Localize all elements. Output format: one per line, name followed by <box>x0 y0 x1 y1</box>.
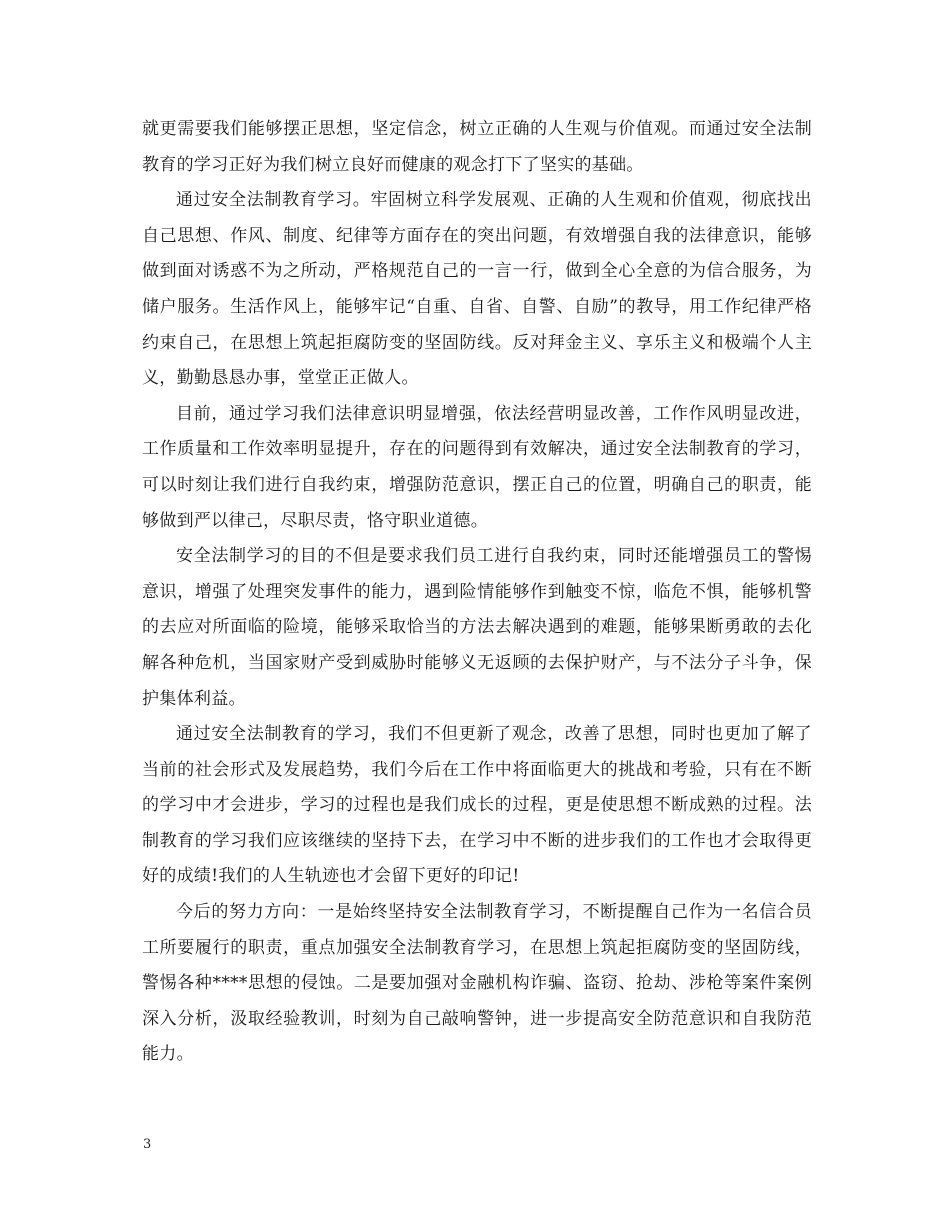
paragraph-5: 通过安全法制教育的学习，我们不但更新了观念，改善了思想，同时也更加了解了当前的社会形式及发展趋势，我们今后在工作中将面临更大的挑战和考验，只有在不断的学习中才会进步，学习的过程也是我们成长的过程，更是使思想不断成熟的过程。法制教育的学习我们应该继续的坚持下去，在学习中不断的进步我们的工作也才会取得更好的成绩!我们的人生轨迹也才会留下更好的印记! <box>142 724 812 887</box>
document-body <box>142 112 812 1073</box>
paragraph-2: 通过安全法制教育学习。牢固树立科学发展观、正确的人生观和价值观，彻底找出自己思想、作风、制度、纪律等方面存在的突出问题，有效增强自我的法律意识，能够做到面对诱惑不为之所动，严格规范自己的一言一行，做到全心全意的为信合服务，为储户服务。生活作风上，能够牢记“自重、自省、自警、自励”的教导，用工作纪律严格约束自己，在思想上筑起拒腐防变的坚固防线。反对拜金主义、享乐主义和极端个人主义，勤勤恳恳办事，堂堂正正做人。 <box>142 190 812 389</box>
paragraph-1: 就更需要我们能够摆正思想，坚定信念，树立正确的人生观与价值观。而通过安全法制教育的学习正好为我们树立良好而健康的观念打下了坚实的基础。 <box>142 119 812 175</box>
page-number: 3 <box>143 1137 152 1152</box>
paragraph-3: 目前，通过学习我们法律意识明显增强，依法经营明显改善，工作作风明显改进，工作质量和工作效率明显提升，存在的问题得到有效解决，通过安全法制教育的学习，可以时刻让我们进行自我约束，增强防范意识，摆正自己的位置，明确自己的职责，能够做到严以律己，尽职尽责，恪守职业道德。 <box>142 403 812 531</box>
paragraph-6: 今后的努力方向：一是始终坚持安全法制教育学习，不断提醒自己作为一名信合员工所要履行的职责，重点加强安全法制教育学习，在思想上筑起拒腐防变的坚固防线，警惕各种****思想的侵蚀。二是要加强对金融机构诈骗、盗窃、抢劫、涉枪等案件案例深入分析，汲取经验教训，时刻为自己敲响警钟，进一步提高安全防范意识和自我防范能力。 <box>142 902 812 1065</box>
paragraph-4: 安全法制学习的目的不但是要求我们员工进行自我约束，同时还能增强员工的警惕意识，增强了处理突发事件的能力，遇到险情能够作到触变不惊，临危不惧，能够机警的去应对所面临的险境，能够采取恰当的方法去解决遇到的难题，能够果断勇敢的去化解各种危机，当国家财产受到威胁时能够义无返顾的去保护财产，与不法分子斗争，保护集体利益。 <box>142 546 812 709</box>
